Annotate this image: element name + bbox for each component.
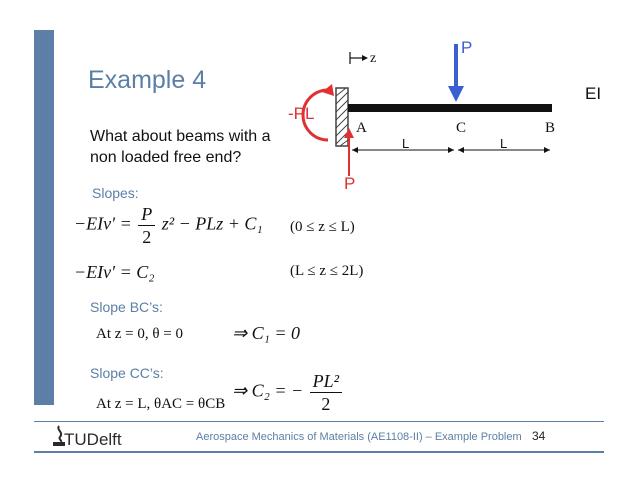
eq1-frac-den: 2 <box>142 227 152 247</box>
eq2-condition: (L ≤ z ≤ 2L) <box>290 263 364 279</box>
cc-fraction <box>310 370 342 415</box>
eq1-lhs: −EIv′ = <box>74 213 132 234</box>
beam-diagram <box>280 30 620 200</box>
tudelft-logo: TUDelft <box>64 430 122 449</box>
eq1-fraction <box>138 203 155 248</box>
beam <box>348 104 552 112</box>
slope-bc-condition: At z = 0, θ = 0 <box>96 326 184 342</box>
span-1-label: L <box>402 136 410 151</box>
point-a-label: A <box>356 120 367 136</box>
span-2-label: L <box>500 136 508 151</box>
eq1-rest: z² − PLz + C₁ <box>161 213 263 234</box>
slope-equation-2: −EIv′ = C₂ <box>74 262 155 282</box>
slope-equation-1 <box>74 203 263 248</box>
slope-bc-result: ⇒ C₁ = 0 <box>232 323 300 343</box>
cc-frac-num: PL² <box>310 370 342 393</box>
load-arrowhead <box>448 86 464 102</box>
cc-result-prefix: ⇒ C₂ = − <box>232 380 304 401</box>
footer-divider-top <box>34 421 604 422</box>
point-c-label: C <box>456 120 467 136</box>
z-axis-arrowhead <box>362 55 368 61</box>
question-line-2: non loaded free end? <box>90 149 242 166</box>
slope-cc-condition: At z = L, θAC = θCB <box>96 396 226 412</box>
slope-bc-heading: Slope BC’s: <box>90 299 163 315</box>
question-text <box>90 126 271 168</box>
question-line-1: What about beams with a <box>90 128 271 145</box>
slope-cc-result <box>232 370 344 415</box>
ei-label: EI <box>585 84 602 103</box>
load-label: P <box>461 38 473 57</box>
footer-divider-bottom <box>34 451 604 453</box>
sidebar-accent-bar <box>34 30 54 405</box>
reaction-label: P <box>344 174 356 193</box>
eq1-condition: (0 ≤ z ≤ L) <box>290 219 355 235</box>
slope-cc-heading: Slope CC’s: <box>90 365 164 381</box>
moment-label: -PL <box>288 104 315 123</box>
footer-course: Aerospace Mechanics of Materials (AE1108-II) – Example Problem <box>196 431 522 443</box>
slopes-heading: Slopes: <box>92 185 139 201</box>
page-number: 34 <box>532 429 546 443</box>
point-b-label: B <box>545 120 556 136</box>
slide-title: Example 4 <box>88 66 207 94</box>
eq1-frac-num: P <box>138 203 155 226</box>
cc-frac-den: 2 <box>321 394 331 414</box>
z-axis-label: z <box>370 51 377 66</box>
